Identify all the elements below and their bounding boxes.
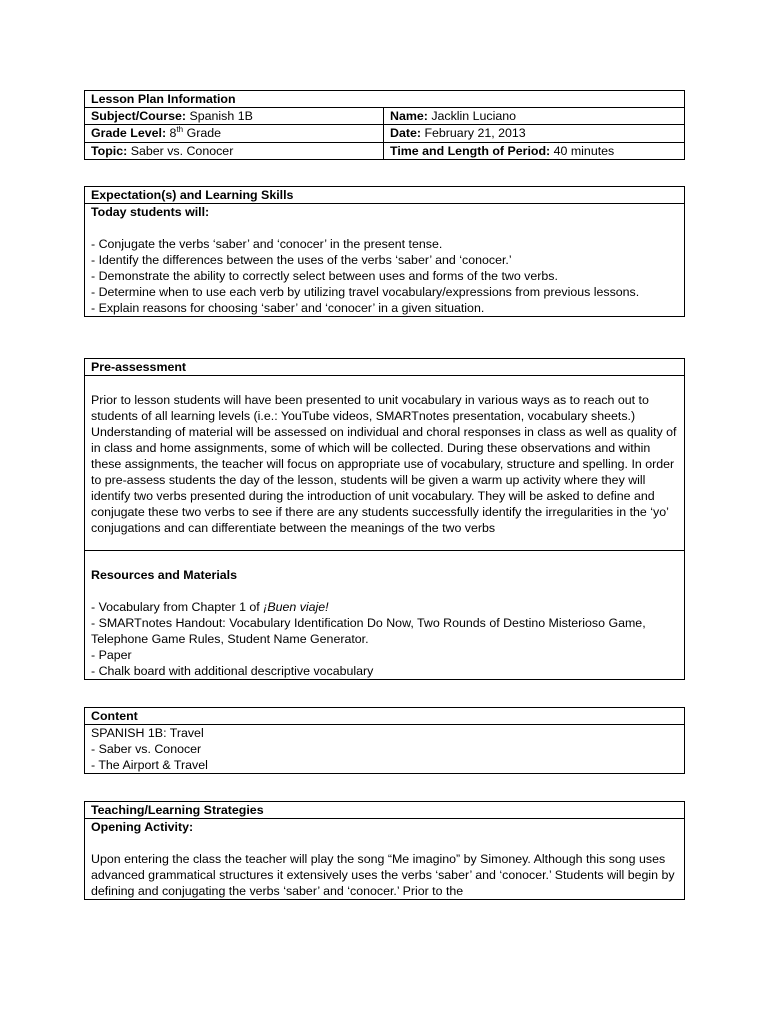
content-line: - Saber vs. Conocer (91, 741, 202, 756)
list-item: - Explain reasons for choosing ‘saber’ and ‘conocer’ in a given situation. (91, 300, 485, 315)
subject-value: Spanish 1B (189, 108, 253, 123)
info-row-grade (85, 125, 684, 143)
preassessment-section (85, 376, 684, 551)
list-item: - Demonstrate the ability to correctly select between uses and forms of the two verbs. (91, 268, 558, 283)
strategies-heading: Teaching/Learning Strategies (85, 802, 684, 819)
strategies-subtitle: Opening Activity: (91, 819, 194, 834)
expectations-list (91, 236, 678, 316)
list-item: - SMARTnotes Handout: Vocabulary Identification Do Now, Two Rounds of Destino Misterioso Game, Telephone Game Rules, Student Name Generator. (91, 616, 646, 646)
list-item: - Chalk board with additional descriptive vocabulary (91, 664, 374, 678)
resource-1-prefix: - Vocabulary from Chapter 1 of (91, 600, 264, 614)
list-item: - Determine when to use each verb by utilizing travel vocabulary/expressions from previous lessons. (91, 284, 640, 299)
expectations-table (84, 186, 685, 317)
name-cell (384, 108, 684, 125)
info-row-topic (85, 143, 684, 160)
topic-label: Topic: (91, 143, 128, 158)
content-line: - The Airport & Travel (91, 757, 208, 772)
date-label: Date: (390, 126, 421, 140)
expectations-heading: Expectation(s) and Learning Skills (85, 187, 684, 204)
info-row-subject (85, 108, 684, 126)
strategies-table (84, 801, 685, 900)
time-cell (384, 143, 684, 160)
grade-label: Grade Level: (91, 126, 167, 140)
list-item (91, 599, 678, 615)
resources-section (85, 551, 684, 679)
date-value: February 21, 2013 (424, 126, 526, 140)
date-cell (384, 125, 684, 142)
lesson-plan-info-heading: Lesson Plan Information (85, 91, 684, 108)
content-heading: Content (85, 708, 684, 725)
list-item: - Conjugate the verbs ‘saber’ and ‘conocer’ in the present tense. (91, 236, 443, 251)
lesson-plan-info-table (84, 90, 685, 160)
list-item: - Paper (91, 648, 132, 662)
time-label: Time and Length of Period: (390, 143, 551, 158)
preassessment-table (84, 358, 685, 680)
preassessment-body: Prior to lesson students will have been presented to unit vocabulary in various ways as to reach out to students of all learning levels (i.e.: YouTube videos, SMARTnotes presentation, vocabulary sheets.) Understanding of material will be assessed on individual and choral responses in class as well as quality of in class and home assignments, some of which will be collected. During these observations and within these assignments, the teacher will focus on appropriate use of vocabulary, structure and spelling. In order to pre-assess students the day of the lesson, students will be given a warm up activity where they will identify two verbs presented during the introduction of unit vocabulary. They will be asked to define and conjugate these two verbs to see if there are any students successfully identify the irregularities in the ‘yo’ conjugations and can differentiate between the meanings of the two verbs (91, 393, 677, 535)
grade-suffix: th (176, 124, 184, 134)
topic-cell (85, 143, 384, 160)
name-value: Jacklin Luciano (431, 108, 517, 123)
grade-cell (85, 125, 384, 142)
content-body (85, 725, 684, 773)
name-label: Name: (390, 108, 428, 123)
resource-1-book-title: ¡Buen viaje! (263, 600, 329, 614)
opening-activity-text: Upon entering the class the teacher will play the song “Me imagino” by Simoney. Although this song uses advanced grammatical structures it extensively uses the verbs ‘saber’ and ‘conocer.’ Students will begin by defining and conjugating the verbs ‘saber’ and ‘conocer.’ Prior to the (91, 851, 675, 898)
content-table (84, 707, 685, 774)
expectations-subtitle: Today students will: (91, 204, 210, 219)
subject-cell (85, 108, 384, 125)
strategies-body (85, 819, 684, 899)
list-item: - Identify the differences between the uses of the verbs ‘saber’ and ‘conocer.’ (91, 252, 512, 267)
topic-value: Saber vs. Conocer (130, 143, 234, 158)
time-value: 40 minutes (553, 143, 615, 158)
expectations-body (85, 204, 684, 316)
grade-number: 8 (169, 126, 177, 140)
subject-label: Subject/Course: (91, 108, 187, 123)
content-line: SPANISH 1B: Travel (91, 725, 204, 740)
resources-heading: Resources and Materials (91, 568, 237, 582)
preassessment-heading: Pre-assessment (85, 359, 684, 376)
grade-word: Grade (186, 126, 221, 140)
